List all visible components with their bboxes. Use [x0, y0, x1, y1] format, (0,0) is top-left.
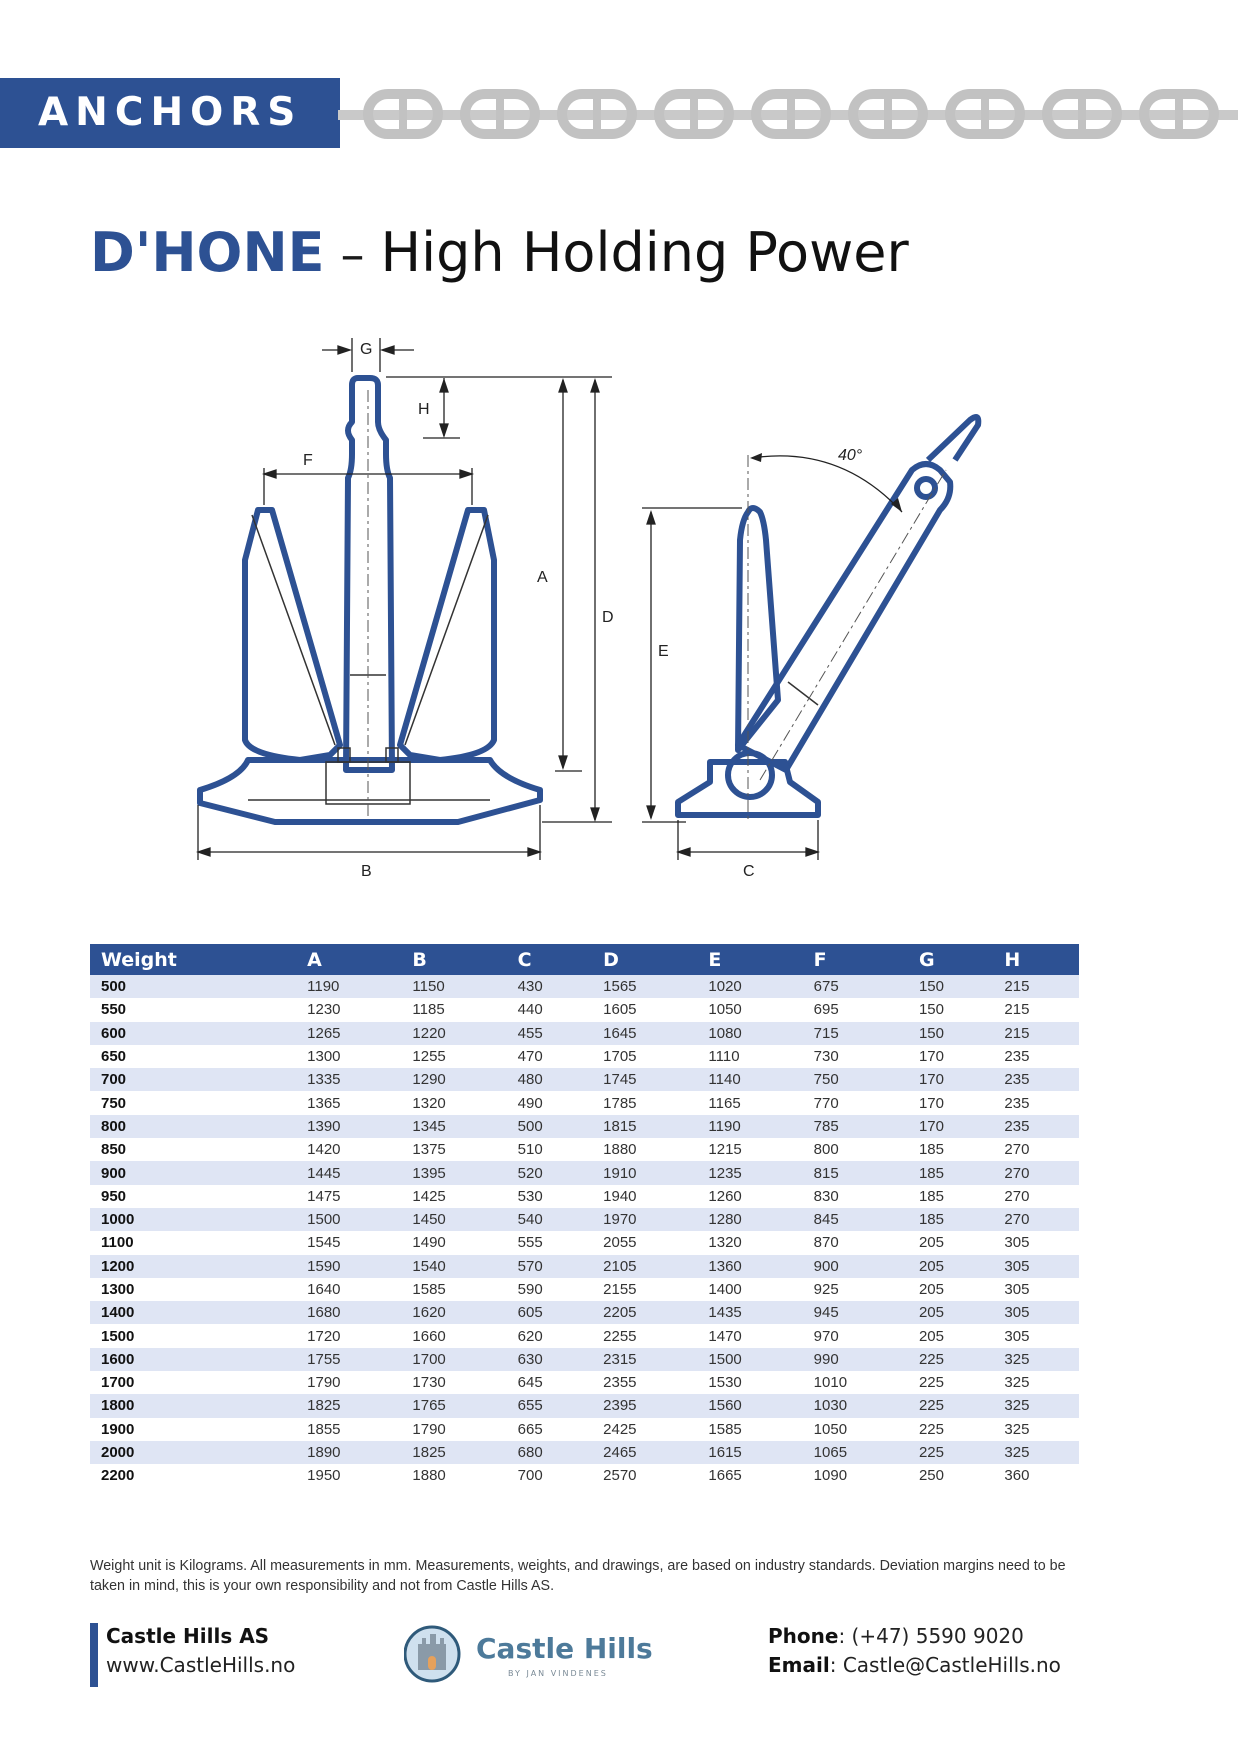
dim-label-c: C — [743, 863, 755, 880]
table-cell: 1375 — [412, 1141, 446, 1159]
table-cell: 1585 — [412, 1281, 446, 1298]
table-cell: 270 — [993, 1161, 1079, 1184]
table-cell: 455 — [507, 1022, 592, 1045]
table-cell: 1165 — [708, 1094, 741, 1112]
table-cell: 1680 — [296, 1301, 401, 1324]
table-row — [90, 998, 1079, 1021]
table-cell: 325 — [1004, 1374, 1030, 1392]
table-cell: 305 — [1004, 1234, 1030, 1252]
table-cell: 655 — [507, 1394, 592, 1417]
weight-cell: 1000 — [90, 1208, 296, 1231]
table-cell: 430 — [507, 975, 592, 998]
table-row — [90, 1115, 1079, 1138]
table-cell: 715 — [803, 1022, 908, 1045]
table-cell: 250 — [918, 1467, 944, 1485]
table-row — [90, 1185, 1079, 1208]
table-cell: 1585 — [708, 1420, 742, 1438]
table-cell: 1790 — [307, 1374, 341, 1392]
table-row — [90, 1394, 1079, 1417]
table-cell: 170 — [908, 1068, 993, 1091]
table-cell: 770 — [813, 1094, 839, 1112]
category-title: ANCHORS — [38, 90, 303, 135]
table-row — [90, 1371, 1079, 1394]
table-cell: 845 — [803, 1208, 908, 1231]
table-cell: 2315 — [592, 1348, 697, 1371]
table-cell: 170 — [918, 1048, 944, 1066]
table-cell: 1235 — [697, 1161, 802, 1184]
weight-cell: 2200 — [101, 1467, 135, 1485]
table-cell: 1215 — [708, 1141, 742, 1159]
table-cell: 1700 — [401, 1348, 506, 1371]
weight-cell: 1200 — [90, 1255, 296, 1278]
table-cell: 2570 — [603, 1467, 637, 1485]
table-cell: 2155 — [603, 1281, 637, 1298]
weight-cell: 1400 — [90, 1301, 296, 1324]
left-fluke — [245, 510, 340, 760]
table-cell: 1190 — [296, 975, 401, 998]
table-cell: 900 — [803, 1255, 908, 1278]
table-cell: 555 — [517, 1234, 543, 1252]
table-cell: 510 — [517, 1141, 543, 1159]
table-cell: 150 — [908, 975, 993, 998]
phone-contact — [768, 1624, 1024, 1648]
table-row — [90, 1348, 1079, 1371]
company-name: Castle Hills AS — [106, 1624, 270, 1648]
table-cell: 205 — [918, 1234, 944, 1252]
table-cell: 1640 — [307, 1281, 341, 1298]
table-cell: 150 — [908, 1022, 993, 1045]
table-cell: 1880 — [412, 1467, 446, 1485]
weight-cell: 1900 — [101, 1420, 135, 1438]
table-cell: 325 — [993, 1394, 1079, 1417]
table-cell: 1050 — [708, 1001, 742, 1019]
table-row — [90, 975, 1079, 998]
table-cell: 2105 — [592, 1255, 697, 1278]
table-cell: 1890 — [296, 1441, 401, 1464]
table-row — [90, 1138, 1079, 1161]
table-cell: 1705 — [603, 1048, 637, 1066]
table-cell: 1220 — [401, 1022, 506, 1045]
table-cell: 605 — [507, 1301, 592, 1324]
table-cell: 1030 — [803, 1394, 908, 1417]
email-contact — [768, 1653, 1061, 1677]
shank-outline — [346, 378, 392, 770]
spec-table-header — [90, 944, 1079, 975]
table-cell: 1970 — [592, 1208, 697, 1231]
table-cell: 170 — [918, 1094, 944, 1112]
table-cell: 2205 — [592, 1301, 697, 1324]
table-row — [90, 1441, 1079, 1464]
dim-label-e: E — [658, 643, 669, 660]
table-cell: 1560 — [697, 1394, 802, 1417]
table-cell: 1425 — [412, 1187, 446, 1205]
table-cell: 1365 — [307, 1094, 341, 1112]
table-cell: 1825 — [401, 1441, 506, 1464]
page-title — [90, 218, 909, 288]
table-row — [90, 1464, 1079, 1487]
table-cell: 235 — [993, 1068, 1079, 1091]
table-cell: 1590 — [296, 1255, 401, 1278]
table-row — [90, 1418, 1079, 1441]
dim-label-angle: 40° — [838, 447, 863, 464]
table-cell: 1855 — [307, 1420, 341, 1438]
table-cell: 1660 — [412, 1327, 446, 1345]
table-cell: 645 — [517, 1374, 543, 1392]
table-cell: 1185 — [412, 1001, 445, 1019]
email-label: Email — [768, 1653, 830, 1677]
table-cell: 215 — [993, 1022, 1079, 1045]
table-row — [90, 1231, 1079, 1254]
table-cell: 305 — [993, 1301, 1079, 1324]
table-cell: 1090 — [813, 1467, 848, 1485]
table-cell: 225 — [918, 1374, 944, 1392]
weight-cell: 1800 — [90, 1394, 296, 1417]
table-cell: 1500 — [296, 1208, 401, 1231]
table-cell: 1265 — [296, 1022, 401, 1045]
table-cell: 1320 — [412, 1094, 446, 1112]
table-cell: 215 — [993, 975, 1079, 998]
table-cell: 235 — [1004, 1048, 1030, 1066]
side-shackle-pin — [917, 479, 935, 497]
table-cell: 680 — [507, 1441, 592, 1464]
table-cell: 1280 — [697, 1208, 802, 1231]
table-cell: 215 — [1004, 1001, 1030, 1019]
logo-wordmark: Castle Hills — [476, 1632, 653, 1665]
right-fluke — [400, 510, 494, 760]
table-cell: 815 — [803, 1161, 908, 1184]
table-cell: 1140 — [697, 1068, 802, 1091]
table-cell: 1290 — [401, 1068, 506, 1091]
table-cell: 470 — [517, 1048, 543, 1066]
table-cell: 1390 — [296, 1115, 401, 1138]
table-cell: 1080 — [697, 1022, 802, 1045]
table-cell: 235 — [993, 1115, 1079, 1138]
table-cell: 945 — [803, 1301, 908, 1324]
table-cell: 730 — [813, 1048, 839, 1066]
product-name: D'HONE — [90, 221, 325, 284]
table-cell: 1450 — [401, 1208, 506, 1231]
table-cell: 150 — [918, 1001, 944, 1019]
table-cell: 695 — [813, 1001, 839, 1019]
table-cell: 2055 — [603, 1234, 637, 1252]
table-cell: 360 — [1004, 1467, 1030, 1485]
weight-cell: 600 — [90, 1022, 296, 1045]
table-cell: 270 — [993, 1208, 1079, 1231]
table-cell: 305 — [1004, 1327, 1030, 1345]
table-cell: 665 — [517, 1420, 543, 1438]
table-cell: 1790 — [412, 1420, 446, 1438]
table-cell: 1050 — [813, 1420, 848, 1438]
table-cell: 2395 — [592, 1394, 697, 1417]
table-cell: 325 — [993, 1441, 1079, 1464]
table-row — [90, 1301, 1079, 1324]
table-cell: 1940 — [603, 1187, 637, 1205]
table-cell: 170 — [908, 1115, 993, 1138]
table-row — [90, 1091, 1079, 1114]
table-cell: 1435 — [697, 1301, 802, 1324]
table-cell: 1540 — [401, 1255, 506, 1278]
table-cell: 870 — [813, 1234, 839, 1252]
table-row — [90, 1255, 1079, 1278]
table-cell: 270 — [1004, 1141, 1030, 1159]
table-cell: 750 — [803, 1068, 908, 1091]
table-cell: 1335 — [296, 1068, 401, 1091]
table-cell: 1615 — [697, 1441, 802, 1464]
table-cell: 1255 — [412, 1048, 446, 1066]
column-header-c: C — [507, 944, 592, 975]
table-cell: 1605 — [603, 1001, 637, 1019]
weight-cell: 1300 — [101, 1281, 135, 1298]
table-cell: 205 — [918, 1281, 944, 1298]
table-row — [90, 1278, 1079, 1301]
table-cell: 225 — [908, 1394, 993, 1417]
weight-cell: 1700 — [101, 1374, 135, 1392]
table-cell: 1720 — [307, 1327, 341, 1345]
table-cell: 1470 — [708, 1327, 742, 1345]
table-cell: 185 — [908, 1161, 993, 1184]
weight-cell: 500 — [90, 975, 296, 998]
table-row — [90, 1161, 1079, 1184]
table-cell: 700 — [517, 1467, 543, 1485]
table-cell: 1065 — [803, 1441, 908, 1464]
column-header-weight: Weight — [90, 944, 296, 975]
table-cell: 1745 — [592, 1068, 697, 1091]
table-cell: 205 — [918, 1327, 944, 1345]
table-cell: 1230 — [307, 1001, 341, 1019]
table-cell: 185 — [908, 1208, 993, 1231]
table-cell: 500 — [507, 1115, 592, 1138]
table-cell: 925 — [813, 1281, 839, 1298]
weight-cell: 1600 — [90, 1348, 296, 1371]
table-row — [90, 1022, 1079, 1045]
table-cell: 1500 — [697, 1348, 802, 1371]
table-cell: 225 — [918, 1420, 944, 1438]
table-cell: 225 — [908, 1441, 993, 1464]
weight-cell: 550 — [101, 1001, 127, 1019]
table-cell: 830 — [813, 1187, 839, 1205]
table-cell: 1765 — [401, 1394, 506, 1417]
dim-label-g: G — [360, 341, 373, 358]
table-cell: 305 — [993, 1255, 1079, 1278]
table-cell: 205 — [908, 1255, 993, 1278]
chain-decoration — [338, 88, 1238, 140]
table-cell: 1910 — [592, 1161, 697, 1184]
table-cell: 1565 — [592, 975, 697, 998]
table-cell: 305 — [1004, 1281, 1030, 1298]
table-cell: 440 — [517, 1001, 543, 1019]
table-cell: 990 — [803, 1348, 908, 1371]
column-header-b: B — [401, 944, 506, 975]
anchor-drawing — [180, 330, 1060, 890]
table-cell: 1300 — [307, 1048, 341, 1066]
table-cell: 1400 — [708, 1281, 742, 1298]
category-banner — [0, 78, 340, 148]
column-header-e: E — [697, 944, 802, 975]
logo-tagline: BY JAN VINDENES — [508, 1669, 608, 1678]
table-cell: 1110 — [708, 1048, 740, 1066]
table-cell: 1730 — [412, 1374, 446, 1392]
table-cell: 520 — [507, 1161, 592, 1184]
email-address[interactable]: : Castle@CastleHills.no — [829, 1653, 1061, 1677]
weight-cell: 800 — [90, 1115, 296, 1138]
table-cell: 1530 — [708, 1374, 742, 1392]
weight-cell: 700 — [90, 1068, 296, 1091]
weight-cell: 900 — [90, 1161, 296, 1184]
weight-cell: 1100 — [101, 1234, 134, 1252]
table-cell: 1260 — [708, 1187, 742, 1205]
table-cell: 590 — [517, 1281, 543, 1298]
column-header-f: F — [803, 944, 908, 975]
table-cell: 800 — [813, 1141, 839, 1159]
table-cell: 675 — [803, 975, 908, 998]
dim-label-b: B — [361, 863, 372, 880]
table-cell: 1395 — [401, 1161, 506, 1184]
table-cell: 480 — [507, 1068, 592, 1091]
table-cell: 325 — [993, 1348, 1079, 1371]
table-cell: 1345 — [401, 1115, 506, 1138]
table-cell: 530 — [517, 1187, 543, 1205]
table-cell: 185 — [918, 1187, 944, 1205]
phone-number[interactable]: : (+47) 5590 9020 — [838, 1624, 1024, 1648]
table-cell: 490 — [517, 1094, 543, 1112]
table-cell: 205 — [908, 1301, 993, 1324]
table-cell: 2255 — [603, 1327, 637, 1345]
dim-label-d: D — [602, 609, 614, 626]
table-cell: 225 — [908, 1348, 993, 1371]
dim-label-a: A — [537, 569, 548, 586]
table-cell: 2355 — [603, 1374, 637, 1392]
disclaimer-note: Weight unit is Kilograms. All measurements in mm. Measurements, weights, and drawings, are based on industry standards. Deviation margins need to be taken in mind, this is your own responsibility and not from Castle Hills AS. — [90, 1558, 1066, 1594]
table-cell: 1360 — [697, 1255, 802, 1278]
table-cell: 1545 — [307, 1234, 341, 1252]
table-cell: 785 — [803, 1115, 908, 1138]
table-cell: 185 — [918, 1141, 944, 1159]
table-cell: 325 — [1004, 1420, 1030, 1438]
product-subtitle: High Holding Power — [380, 221, 909, 284]
table-cell: 1665 — [708, 1467, 742, 1485]
table-row — [90, 1324, 1079, 1347]
table-cell: 630 — [507, 1348, 592, 1371]
table-row — [90, 1208, 1079, 1231]
table-cell: 1950 — [307, 1467, 341, 1485]
table-cell: 620 — [517, 1327, 543, 1345]
table-cell: 1880 — [603, 1141, 637, 1159]
table-row — [90, 1045, 1079, 1068]
title-dash: – — [340, 227, 365, 283]
company-website-link[interactable]: www.CastleHills.no — [106, 1653, 296, 1677]
table-cell: 540 — [507, 1208, 592, 1231]
table-row — [90, 1068, 1079, 1091]
table-cell: 1320 — [708, 1234, 742, 1252]
column-header-h: H — [993, 944, 1079, 975]
weight-cell: 650 — [101, 1048, 127, 1066]
table-cell: 1445 — [296, 1161, 401, 1184]
table-cell: 1645 — [592, 1022, 697, 1045]
phone-label: Phone — [768, 1624, 839, 1648]
weight-cell: 2000 — [90, 1441, 296, 1464]
weight-cell: 1500 — [101, 1327, 135, 1345]
table-cell: 1420 — [307, 1141, 341, 1159]
table-cell: 1010 — [813, 1374, 848, 1392]
table-cell: 1620 — [401, 1301, 506, 1324]
side-shackle — [928, 417, 978, 460]
table-cell: 1150 — [401, 975, 506, 998]
column-header-d: D — [592, 944, 697, 975]
table-cell: 1490 — [412, 1234, 446, 1252]
table-cell: 1755 — [296, 1348, 401, 1371]
dim-label-f: F — [303, 452, 313, 469]
table-cell: 2425 — [603, 1420, 637, 1438]
table-cell: 1020 — [697, 975, 802, 998]
table-cell: 1815 — [592, 1115, 697, 1138]
table-cell: 2465 — [592, 1441, 697, 1464]
table-cell: 1190 — [697, 1115, 802, 1138]
column-header-a: A — [296, 944, 401, 975]
weight-cell: 950 — [101, 1187, 127, 1205]
table-cell: 1785 — [603, 1094, 637, 1112]
castle-hills-logo — [404, 1622, 654, 1686]
column-header-g: G — [908, 944, 993, 975]
table-cell: 1475 — [307, 1187, 341, 1205]
spec-table-body — [90, 975, 1079, 1488]
table-cell: 570 — [507, 1255, 592, 1278]
footer-accent-bar — [90, 1623, 98, 1687]
dim-label-h: H — [418, 401, 430, 418]
table-cell: 970 — [813, 1327, 839, 1345]
weight-cell: 750 — [101, 1094, 127, 1112]
spec-table — [90, 944, 1079, 1488]
table-cell: 235 — [1004, 1094, 1030, 1112]
weight-cell: 850 — [101, 1141, 127, 1159]
table-cell: 270 — [1004, 1187, 1030, 1205]
table-cell: 1825 — [296, 1394, 401, 1417]
